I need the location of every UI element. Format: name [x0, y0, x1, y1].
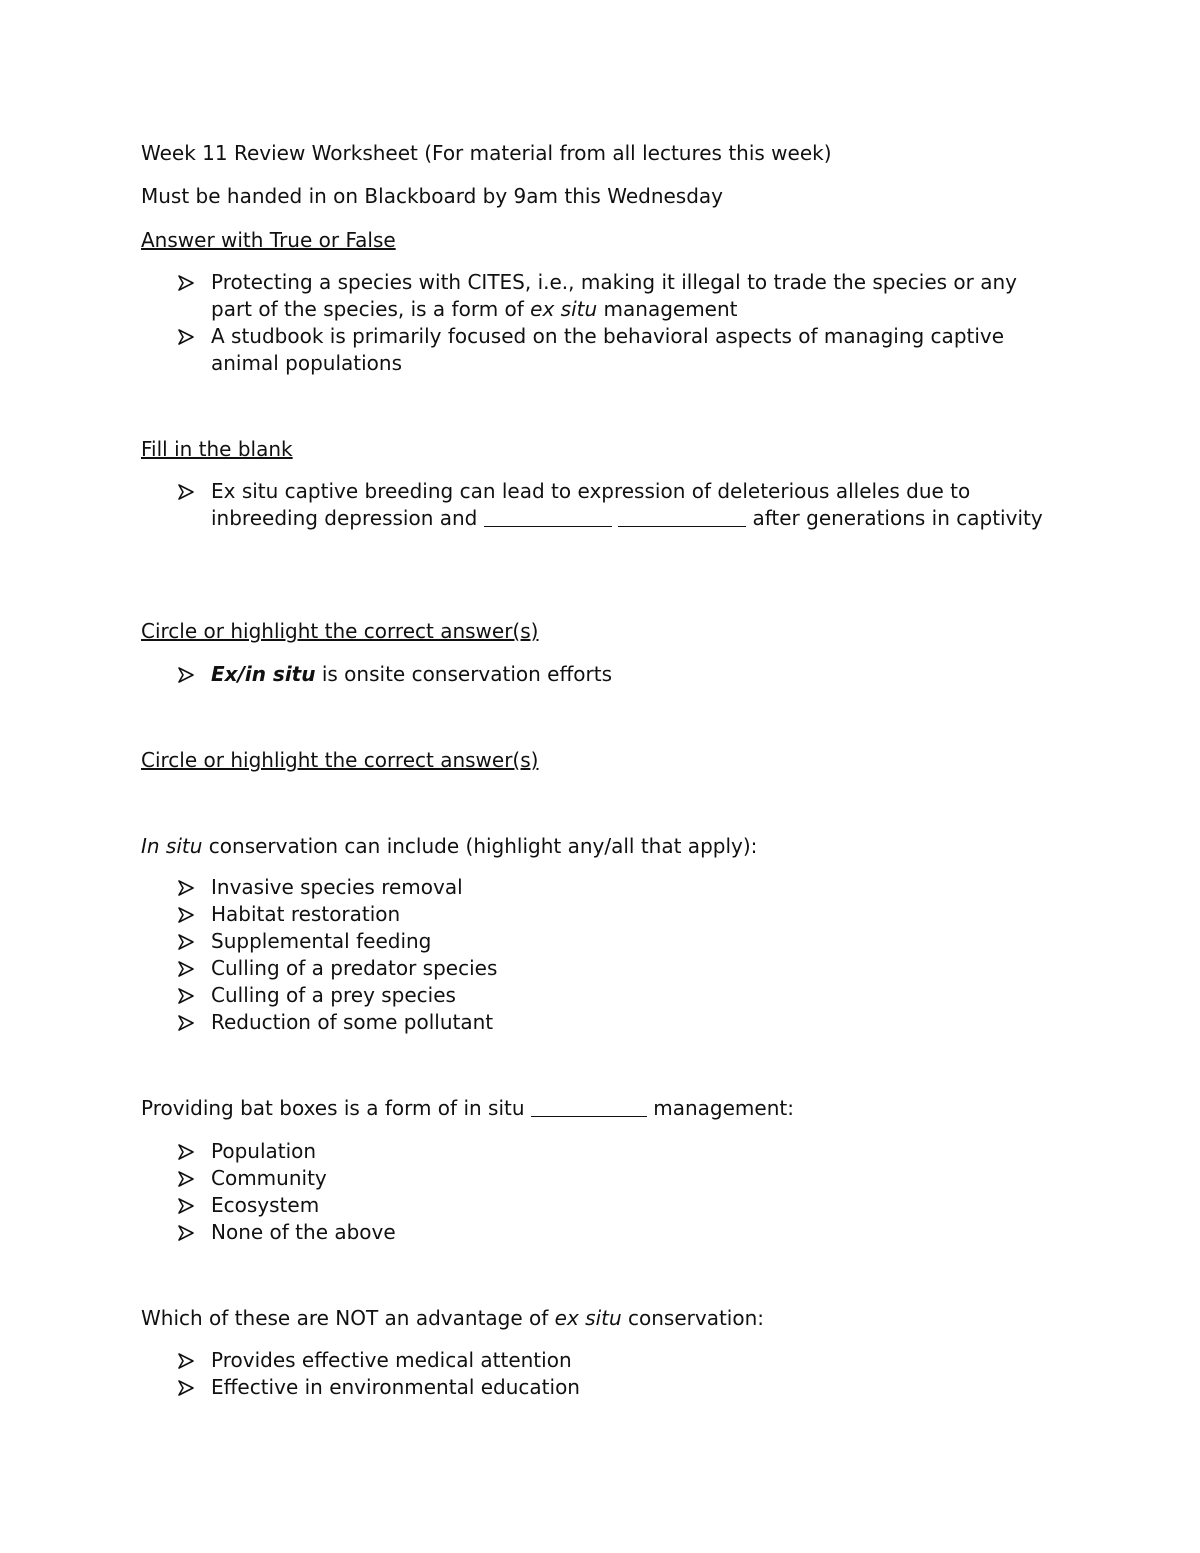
arrowhead-bullet-icon: [177, 483, 195, 501]
true-false-heading: Answer with True or False: [141, 228, 396, 252]
arrowhead-bullet-icon: [177, 1170, 195, 1188]
list-item[interactable]: Ecosystem: [141, 1192, 1061, 1219]
list-item[interactable]: Reduction of some pollutant: [141, 1009, 1061, 1036]
answer-blank[interactable]: [484, 506, 612, 527]
arrowhead-bullet-icon: [177, 879, 195, 897]
true-false-list: [141, 269, 1061, 377]
answer-blank[interactable]: [531, 1096, 647, 1117]
list-item[interactable]: None of the above: [141, 1219, 1061, 1246]
arrowhead-bullet-icon: [177, 1197, 195, 1215]
list-item[interactable]: Habitat restoration: [141, 901, 1061, 928]
arrowhead-bullet-icon: [177, 274, 195, 292]
list-item[interactable]: Culling of a prey species: [141, 982, 1061, 1009]
ex-situ-question: Which of these are NOT an advantage of ex situ conservation:: [141, 1306, 765, 1330]
fill-blank-list: [141, 478, 1061, 532]
list-item[interactable]: Community: [141, 1165, 1061, 1192]
circle-heading: Circle or highlight the correct answer(s): [141, 619, 539, 643]
circle-list: [141, 661, 1061, 688]
arrowhead-bullet-icon: [177, 1379, 195, 1397]
answer-blank[interactable]: [618, 506, 746, 527]
circle-heading: Circle or highlight the correct answer(s): [141, 748, 539, 772]
list-item[interactable]: Invasive species removal: [141, 874, 1061, 901]
ex-situ-options: [141, 1347, 1061, 1401]
arrowhead-bullet-icon: [177, 960, 195, 978]
answer-choice[interactable]: Ex/in situ: [211, 662, 316, 686]
list-item: Ex situ captive breeding can lead to expression of deleterious alleles due to inbreeding depression and after generations in captivity: [141, 478, 1061, 532]
list-item: Protecting a species with CITES, i.e., making it illegal to trade the species or any part of the species, is a form of ex situ management: [141, 269, 1061, 323]
list-item[interactable]: Population: [141, 1138, 1061, 1165]
in-situ-question: In situ conservation can include (highlight any/all that apply):: [141, 834, 758, 858]
arrowhead-bullet-icon: [177, 933, 195, 951]
list-item[interactable]: Supplemental feeding: [141, 928, 1061, 955]
list-item[interactable]: Provides effective medical attention: [141, 1347, 1061, 1374]
in-situ-options: [141, 874, 1061, 1036]
arrowhead-bullet-icon: [177, 906, 195, 924]
list-item: Ex/in situ is onsite conservation efforts: [141, 661, 1061, 688]
arrowhead-bullet-icon: [177, 987, 195, 1005]
list-item[interactable]: Culling of a predator species: [141, 955, 1061, 982]
bat-box-question: Providing bat boxes is a form of in situ management:: [141, 1096, 794, 1120]
arrowhead-bullet-icon: [177, 1014, 195, 1032]
arrowhead-bullet-icon: [177, 1352, 195, 1370]
arrowhead-bullet-icon: [177, 666, 195, 684]
bat-box-options: [141, 1138, 1061, 1246]
arrowhead-bullet-icon: [177, 1224, 195, 1242]
arrowhead-bullet-icon: [177, 1143, 195, 1161]
list-item[interactable]: Effective in environmental education: [141, 1374, 1061, 1401]
worksheet-title: Week 11 Review Worksheet (For material from all lectures this week): [141, 141, 832, 165]
fill-blank-heading: Fill in the blank: [141, 437, 293, 461]
arrowhead-bullet-icon: [177, 328, 195, 346]
deadline-text: Must be handed in on Blackboard by 9am this Wednesday: [141, 184, 724, 208]
list-item: A studbook is primarily focused on the behavioral aspects of managing captive animal populations: [141, 323, 1061, 377]
